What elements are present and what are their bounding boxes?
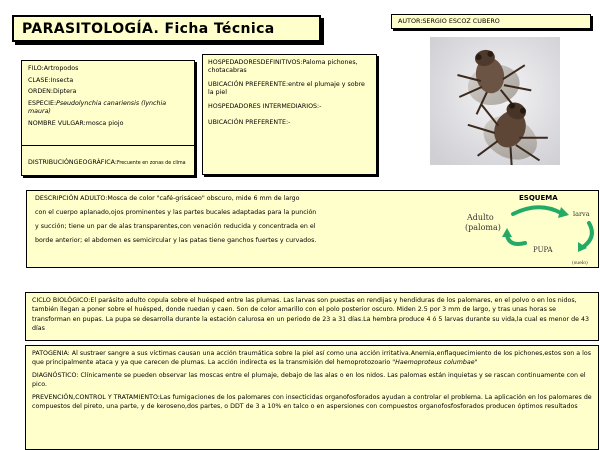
description-line: con el cuerpo aplanado,ojos prominentes y las partes bucales adaptadas para la punción: [35, 208, 317, 216]
scheme-title: ESQUEMA: [519, 194, 558, 202]
scheme-soil: (suelo): [572, 261, 588, 266]
description-line: borde anterior; el abdomen es semicircular y las patas tiene ganchos fuertes y curvados.: [35, 236, 317, 244]
scheme-pupa: PUPA: [533, 246, 553, 254]
description-box: [26, 190, 599, 268]
pathogeny-organism: "Haemoproteus columbae": [392, 359, 478, 367]
order-row: [28, 88, 188, 96]
biological-cycle-box: [25, 292, 599, 341]
distribution-text: Frecuente en zonas de clima: [116, 161, 186, 166]
common-name-row: [28, 120, 188, 128]
diagnosis: [32, 371, 592, 390]
phylum-label: FILO:: [28, 65, 44, 72]
class-row: [28, 77, 188, 85]
prevention: [32, 393, 592, 412]
scheme-larva: larva: [573, 210, 590, 218]
order-label: ORDEN:: [28, 88, 53, 96]
preferred-site-1-value: entre el plumaje y sobre la piel: [208, 80, 365, 97]
taxonomy-box: [21, 60, 195, 155]
life-cycle-scheme: [457, 201, 597, 268]
distribution-label: DISTRIBUCIÓNGEOGRÁFICA:: [28, 159, 117, 166]
cycle-arrow-icon: [513, 207, 561, 214]
pathogeny-label: PATOGENIA:: [32, 350, 70, 357]
preferred-site-1-label: UBICACIÓN PREFERENTE:: [208, 80, 289, 88]
distribution-box: [21, 145, 195, 176]
author-label: AUTOR:SERGIO ESCOZ CUBERO: [398, 17, 500, 25]
prevention-text: Las fumigaciones de los palomares con insecticidas organofosforados ayudan a controlar el problema. La aplicación en los palomares de compuestos del pireto, una parte, y de keroseno,dos partes, o DDT de 3 a 10% en talco o en aspersiones con compuestos organofosfosforados producen óptimos resultados: [32, 393, 592, 411]
cycle-label: CICLO BIOLÓGICO:: [32, 297, 91, 304]
author-box: [391, 14, 591, 29]
title-box: [12, 15, 321, 42]
cycle-arrow-icon: [583, 223, 592, 247]
pathogeny: [32, 349, 592, 368]
diagnosis-label: DIAGNÓSTICO:: [32, 371, 79, 379]
preferred-site-2: [208, 119, 371, 127]
species-label: ESPECIE:: [28, 99, 57, 107]
intermediate-hosts: [208, 103, 371, 111]
common-name-label: NOMBRE VULGAR:: [28, 119, 86, 127]
prevention-label: PREVENCIÓN,CONTROL Y TRATAMIENTO:: [32, 393, 160, 401]
cycle-arrow-icon: [502, 228, 512, 237]
description-line: DESCRIPCIÓN ADULTO:Mosca de color "café-grisáceo" obscuro, mide 6 mm de largo: [35, 195, 300, 202]
biological-cycle: [32, 296, 592, 334]
description-line: y succión; tiene un par de alas transparentes,con venación reducida y concentrada en el: [35, 222, 316, 230]
pathology-box: [25, 345, 599, 450]
phylum-value: Artropodos: [43, 65, 79, 72]
preferred-site-2-value: -: [288, 119, 291, 127]
order-value: Diptera: [53, 88, 77, 96]
intermediate-hosts-value: -: [319, 102, 322, 110]
adult-description: [35, 194, 402, 250]
common-name-value: mosca piojo: [85, 119, 124, 127]
scheme-adult-host: (paloma): [465, 223, 501, 232]
diagnosis-text: Clínicamente se pueden observar las moscas entre el plumaje, debajo de las alas o en los nidos. Las palomas están inquietas y se rascan continuamente con el pico.: [32, 371, 586, 389]
hosts-box: [202, 54, 377, 175]
preferred-site-2-label: UBICACIÓN PREFERENTE:: [208, 119, 289, 127]
cycle-arrow-icon: [558, 207, 569, 218]
intermediate-hosts-label: HOSPEDADORES INTERMEDIARIOS:: [208, 102, 320, 110]
definitive-hosts: [208, 59, 371, 76]
species-value: Pseudolynchia canariensis (lynchia maura): [28, 99, 167, 116]
class-label: CLASE:: [28, 76, 51, 84]
cycle-text: El parásito adulto copula sobre el huésped entre las plumas. Las larvas son puestas en rendijas y hendiduras de los palomares, en el polvo o en los nidos, también llegan a poner sobre el huésped, donde ruedan y caen. Son de color amarillo con el polo posterior oscuro. Miden 2.5 por 3 mm de largo, y tras unas horas se transforman en pupas. La pupa se desarrolla durante la estación calurosa en un periodo de 23 a 31 días.La hembra produce 4 ó 5 larvas durante su vida,la cual es menor de 43 días: [32, 297, 589, 333]
pathogeny-text: Al sustraer sangre a sus víctimas causan una acción traumática sobre la piel así como una acción irritativa.Anemia,enflaquecimiento de los pichones,estos son a los que principalmente ataca y ya que carecen de plumas. La acción indirecta es la transmisión del hemoprotozoario: [32, 350, 592, 367]
page-title: PARASITOLOGÍA. Ficha Técnica: [22, 21, 275, 37]
fly-photo: [430, 37, 560, 165]
definitive-hosts-label: HOSPEDADORESDEFINITIVOS:: [208, 59, 303, 66]
definitive-hosts-value: Paloma pichones, chotacabras: [208, 59, 358, 75]
class-value: Insecta: [50, 76, 74, 84]
phylum-row: [28, 65, 188, 73]
scheme-adult: Adulto: [467, 213, 494, 222]
species-row: [28, 100, 188, 117]
preferred-site-1: [208, 81, 371, 98]
